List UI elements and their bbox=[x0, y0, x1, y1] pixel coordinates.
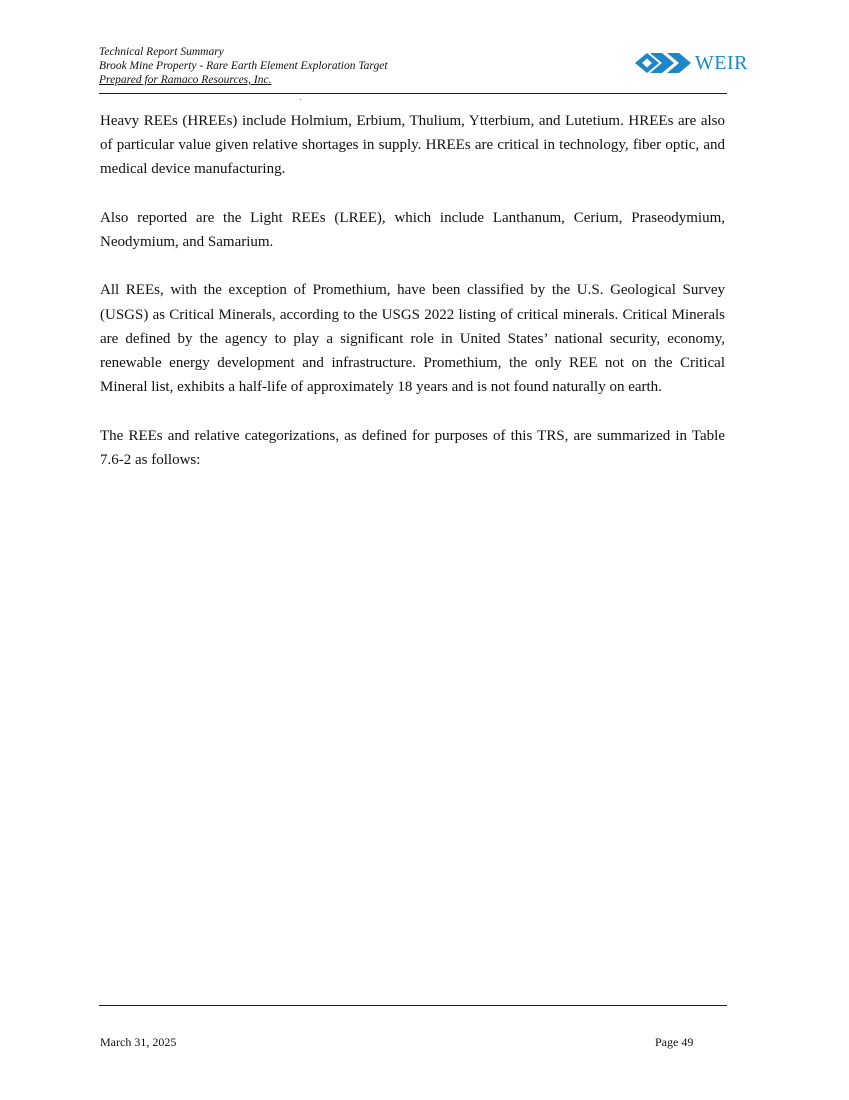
header-text bbox=[99, 45, 388, 87]
paragraph-table-intro: The REEs and relative categorizations, as defined for purposes of this TRS, are summarized in Table 7.6-2 as follows: bbox=[100, 427, 725, 468]
body-content bbox=[100, 109, 725, 496]
paragraph-critical-minerals: All REEs, with the exception of Promethium, have been classified by the U.S. Geological Survey (USGS) as Critical Minerals, according to the USGS 2022 listing of critical minerals. Critical Minerals are defined by the agency to play a significant role in United States’ national security, economy, renewable energy development and infrastructure. Promethium, the only REE not on the Critical Mineral list, exhibits a half-life of approximately 18 years and is not found naturally on earth. bbox=[100, 282, 725, 396]
weir-logo bbox=[634, 49, 748, 77]
logo-wordmark: WEIR bbox=[694, 52, 748, 74]
triple-diamond-chevron-icon bbox=[634, 51, 694, 75]
header-line-prepared-for: Prepared for Ramaco Resources, Inc. bbox=[99, 74, 272, 86]
header-mark bbox=[300, 99, 301, 100]
footer-date: March 31, 2025 bbox=[100, 1035, 177, 1049]
paragraph-lree: Also reported are the Light REEs (LREE), which include Lanthanum, Cerium, Praseodymium, Neodymium, and Samarium. bbox=[100, 209, 725, 250]
page-number: Page 49 bbox=[655, 1035, 694, 1049]
header-line-report-type: Technical Report Summary bbox=[99, 46, 224, 58]
page-header bbox=[99, 45, 748, 94]
header-line-property: Brook Mine Property - Rare Earth Element Exploration Target bbox=[99, 60, 388, 72]
paragraph-hree: Heavy REEs (HREEs) include Holmium, Erbium, Thulium, Ytterbium, and Lutetium. HREEs are also of particular value given relative shortages in supply. HREEs are critical in technology, fiber optic, and medical device manufacturing. bbox=[100, 113, 725, 178]
footer-divider bbox=[99, 1005, 727, 1006]
